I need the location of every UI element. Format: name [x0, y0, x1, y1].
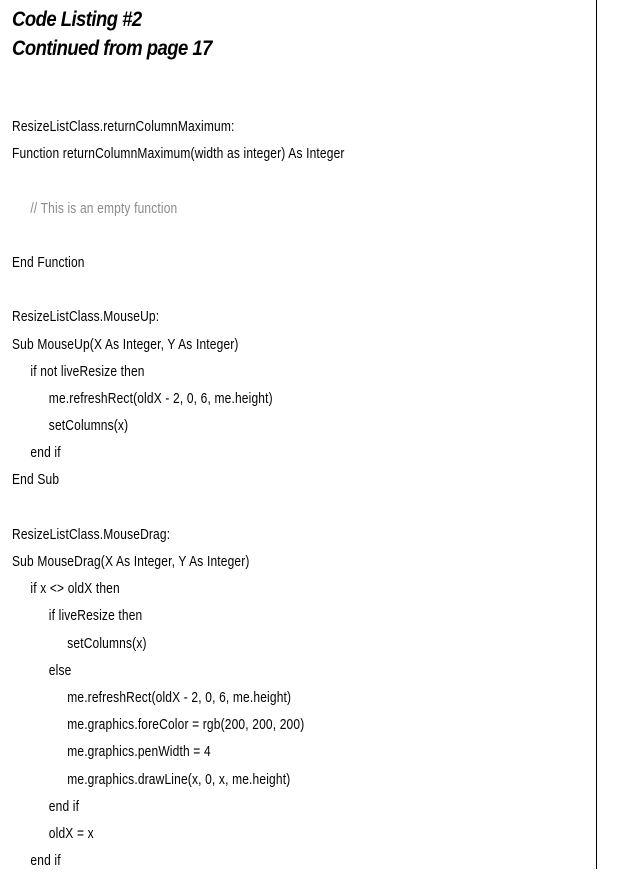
code-line: if liveResize then	[48, 607, 143, 625]
code-line: else	[48, 661, 72, 679]
code-blank-line	[12, 497, 345, 524]
code-blank-line	[12, 279, 345, 306]
listing-heading	[12, 5, 212, 63]
code-line: End Function	[12, 253, 85, 271]
code-line: if x <> oldX then	[30, 580, 120, 598]
code-line: me.refreshRect(oldX - 2, 0, 6, me.height)	[67, 688, 292, 706]
listing-title: Code Listing #2	[12, 8, 142, 31]
code-blank-line	[12, 225, 345, 252]
code-line: if not liveResize then	[30, 362, 145, 380]
listing-subtitle: Continued from page 17	[12, 37, 212, 60]
code-listing	[12, 116, 428, 877]
code-line: oldX = x	[48, 824, 94, 842]
code-line: me.refreshRect(oldX - 2, 0, 6, me.height)	[48, 389, 273, 407]
code-line: Sub MouseUp(X As Integer, Y As Integer)	[12, 335, 239, 353]
code-comment-line: // This is an empty function	[30, 199, 178, 217]
code-line: setColumns(x)	[67, 634, 147, 652]
code-line: ResizeListClass.MouseDrag:	[12, 525, 171, 543]
page-margin-rule	[596, 0, 597, 869]
code-line: end if	[30, 444, 61, 462]
code-line: Sub MouseDrag(X As Integer, Y As Integer)	[12, 553, 250, 570]
code-line: ResizeListClass.returnColumnMaximum:	[12, 118, 235, 135]
code-blank-line	[12, 170, 345, 197]
code-line: end if	[30, 852, 61, 870]
code-line: setColumns(x)	[48, 417, 129, 435]
code-line: ResizeListClass.MouseUp:	[12, 308, 160, 326]
code-line: Function returnColumnMaximum(width as integer) As Integer	[12, 145, 345, 163]
code-line: me.graphics.foreColor = rgb(200, 200, 200)	[67, 716, 305, 734]
code-line: me.graphics.drawLine(x, 0, x, me.height)	[67, 770, 291, 788]
code-line: end if	[48, 797, 80, 815]
code-line: me.graphics.penWidth = 4	[67, 743, 211, 761]
code-line: End Sub	[12, 471, 60, 489]
